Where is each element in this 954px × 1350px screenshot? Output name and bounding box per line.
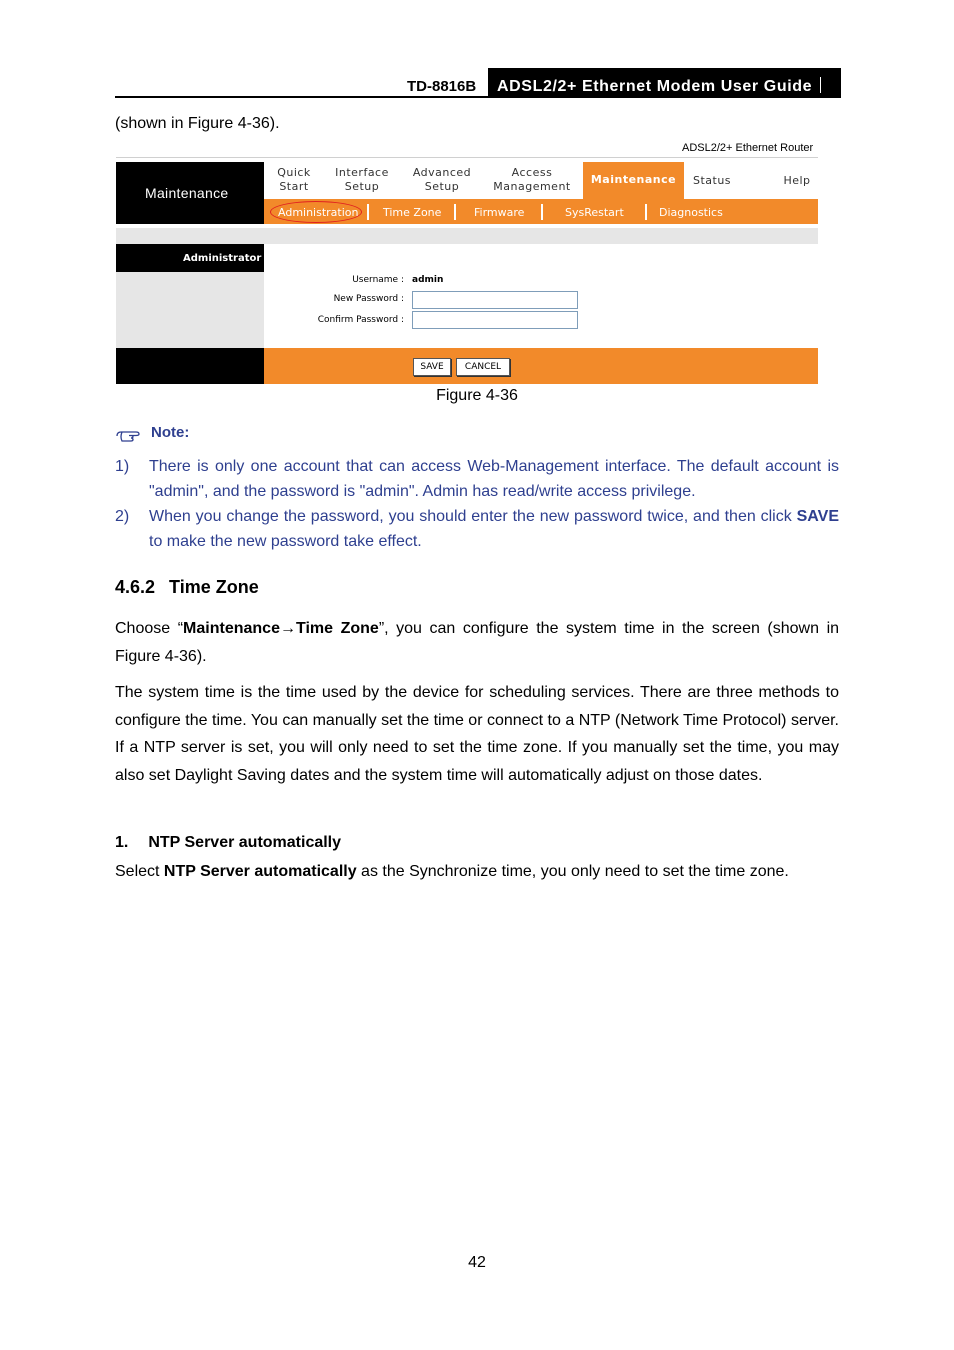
text-part: ”, you can configure the system time in the screen (shown in Figure 4-36). — [115, 620, 840, 665]
nav-label-line2: Setup — [344, 180, 380, 193]
nav-label-line2: Start — [279, 180, 309, 193]
page-number: 42 — [468, 1254, 486, 1271]
subnav-firmware[interactable]: Firmware — [474, 206, 525, 219]
router-footer-left — [116, 348, 264, 384]
nav-interface-setup[interactable] — [328, 162, 396, 199]
nav-help[interactable] — [772, 162, 822, 199]
confirm-password-input[interactable] — [412, 311, 578, 329]
subsection-number: 1. — [115, 834, 129, 851]
nav-label-line1: Access — [511, 166, 553, 179]
username-value: admin — [412, 275, 444, 285]
nav-label-line2: Management — [493, 180, 571, 193]
panel-title: Administrator — [116, 244, 264, 272]
text-part: Select — [115, 863, 164, 880]
note-text-part: to make the new password take effect. — [149, 533, 422, 550]
router-section-label: Maintenance — [116, 162, 264, 224]
nav-label-line1: Status — [692, 174, 732, 187]
text-bold: Maintenance — [183, 620, 280, 637]
note-text-part: When you change the password, you should enter the new password twice, and then click — [149, 508, 797, 525]
note-item-text — [149, 504, 839, 554]
username-label: Username : — [352, 275, 404, 285]
doc-title-text: ADSL2/2+ Ethernet Modem User Guide — [497, 78, 813, 95]
subnav-administration[interactable]: Administration — [278, 206, 359, 219]
subnav-separator — [367, 204, 369, 220]
note-text-bold: SAVE — [796, 508, 839, 525]
nav-quick-start[interactable] — [264, 162, 324, 199]
paragraph-system-time: The system time is the time used by the device for scheduling services. There are three methods to configure the time. You can manually set the time or connect to a NTP (Network Time Protocol) server. If a NTP server is set, you will only need to set the time zone. If you manually set the time, you may also set Daylight Saving dates and the system time will automatically adjust on those dates. — [115, 684, 839, 784]
title-bar-divider — [820, 77, 821, 93]
section-title: Time Zone — [169, 577, 259, 597]
subnav-separator — [541, 204, 543, 220]
new-password-label: New Password : — [333, 294, 404, 304]
note-item-text: There is only one account that can access Web-Management interface. The default account is "admin", and the password is "admin". Admin has read/write access privilege. — [149, 458, 839, 500]
section-number: 4.6.2 — [115, 577, 156, 597]
figure-caption: Figure 4-36 — [436, 387, 518, 404]
nav-label-line1: Maintenance — [590, 173, 677, 186]
doc-title — [488, 68, 841, 98]
subnav-diagnostics[interactable]: Diagnostics — [659, 206, 723, 219]
header-rule — [115, 96, 841, 98]
subnav-sysrestart[interactable]: SysRestart — [565, 206, 624, 219]
subnav-separator — [645, 204, 647, 220]
confirm-password-label: Confirm Password : — [317, 315, 404, 325]
nav-status[interactable] — [684, 162, 740, 199]
arrow-glyph: → — [279, 620, 296, 637]
doc-model: TD-8816B — [407, 78, 477, 95]
nav-advanced-setup[interactable] — [406, 162, 478, 199]
nav-label-line1: Quick — [277, 166, 311, 179]
router-footer-bar — [264, 348, 818, 384]
router-grey-strip — [116, 228, 818, 244]
subnav-time-zone[interactable]: Time Zone — [383, 206, 442, 219]
cancel-button[interactable]: CANCEL — [456, 358, 510, 376]
text-bold: NTP Server automatically — [163, 863, 357, 880]
new-password-input[interactable] — [412, 291, 578, 309]
intro-text: (shown in Figure 4-36). — [115, 115, 280, 132]
subsection-title: NTP Server automatically — [148, 834, 342, 851]
text-bold: Time Zone — [295, 620, 379, 637]
router-top-rule — [116, 157, 818, 158]
note-number: 1) — [115, 458, 130, 475]
paragraph-ntp — [115, 858, 839, 886]
text-part: as the Synchronize time, you only need to set the time zone. — [356, 863, 789, 880]
section-heading — [115, 577, 259, 598]
note-title: Note: — [151, 424, 190, 441]
nav-label-line1: Interface — [335, 166, 389, 179]
subnav-separator — [454, 204, 456, 220]
administration-highlight-circle — [270, 201, 362, 223]
router-brand: ADSL2/2+ Ethernet Router — [682, 142, 814, 154]
nav-access-management[interactable] — [486, 162, 578, 199]
paragraph-choose — [115, 615, 839, 670]
router-main-nav — [264, 162, 818, 199]
nav-label-line1: Advanced — [412, 166, 472, 179]
nav-label-line2: Setup — [424, 180, 460, 193]
nav-label-line1: Help — [783, 174, 811, 187]
save-button[interactable]: SAVE — [413, 358, 451, 376]
note-number: 2) — [115, 508, 130, 525]
subsection-heading — [115, 834, 341, 852]
panel-left-column — [116, 272, 264, 348]
pointing-hand-icon — [116, 428, 142, 444]
nav-maintenance[interactable] — [583, 162, 684, 199]
text-part: Choose “ — [115, 620, 184, 637]
